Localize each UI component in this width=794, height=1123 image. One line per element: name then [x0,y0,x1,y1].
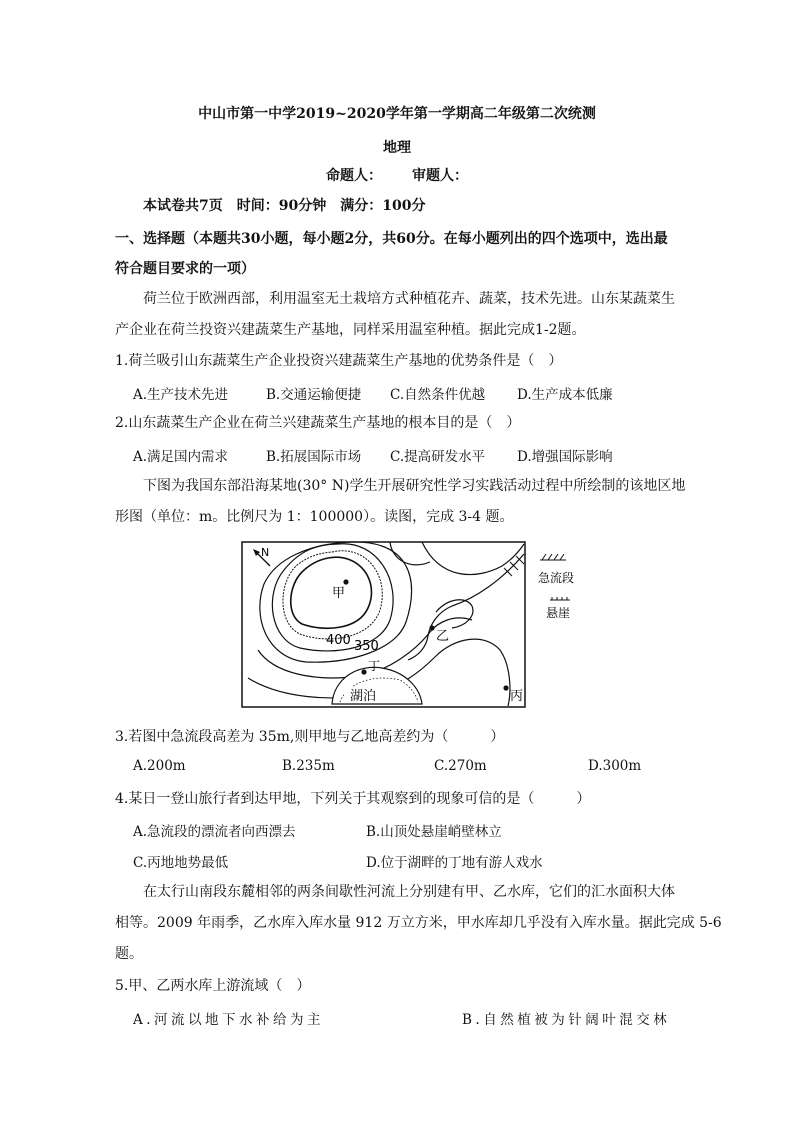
label-bing: 丙 [510,689,524,704]
q4-option-b[interactable]: B.山顶处悬崖峭壁林立 [366,824,502,840]
q1-option-b[interactable]: B.交通运输便捷 [266,387,362,403]
point-jia [343,579,348,584]
passage-1-line-2: 产企业在荷兰投资兴建蔬菜生产基地，同样采用温室种植。据此完成1-2题。 [115,322,586,338]
exam-info: 本试卷共7页 时间：90分钟 满分：100分 [143,198,426,214]
label-ding: 丁 [368,659,381,673]
legend-rapids-icon [540,554,566,560]
passage-2-line-2: 形图（单位：m。比例尺为 1：100000）。读图，完成 3-4 题。 [115,509,514,525]
label-yi: 乙 [436,629,450,644]
label-lake: 湖泊 [350,689,377,704]
section-heading-line-2: 符合题目要求的一项） [115,261,255,277]
label-jia: 甲 [332,586,346,601]
q1-option-d[interactable]: D.生产成本低廉 [517,387,613,403]
passage-3-line-2: 相等。2009 年雨季，乙水库入库水量 912 万立方米，甲水库却几乎没有入库水量。据此完成 5-6 [115,915,722,931]
exam-title: 中山市第一中学2019~2020学年第一学期高二年级第二次统测 [198,106,596,122]
label-350: 350 [354,639,379,654]
reviewer-label: 审题人： [412,168,468,184]
q2-option-d[interactable]: D.增强国际影响 [517,449,613,465]
question-3-stem: 3.若图中急流段高差为 35m,则甲地与乙地高差约为（ ） [115,729,505,745]
section-heading-line-1: 一、选择题（本题共30小题，每小题2分，共60分。在每小题列出的四个选项中，选出最 [115,231,668,247]
setter-label: 命题人： [326,168,382,184]
passage-1-line-1: 荷兰位于欧洲西部，利用温室无土栽培方式种植花卉、蔬菜，技术先进。山东某蔬菜生 [143,291,675,307]
q2-option-b[interactable]: B.拓展国际市场 [266,449,362,465]
label-400: 400 [326,633,351,648]
q1-option-a[interactable]: A.生产技术先进 [133,387,229,403]
question-1-stem: 1.荷兰吸引山东蔬菜生产企业投资兴建蔬菜生产基地的优势条件是（ ） [115,353,563,369]
question-4-stem: 4.某日一登山旅行者到达甲地，下列关于其观察到的现象可信的是（ ） [115,791,591,807]
subject-title: 地理 [383,140,411,156]
north-label: N [261,546,270,559]
q3-option-d[interactable]: D.300m [588,758,642,774]
topographic-map [240,540,590,710]
passage-2-line-1: 下图为我国东部沿海某地(30° N)学生开展研究性学习实践活动过程中所绘制的该地区地 [143,478,686,494]
legend-cliff-icon [550,597,570,600]
q5-option-b[interactable]: B.自然植被为针阔叶混交林 [462,1012,671,1028]
q3-option-b[interactable]: B.235m [282,758,335,774]
question-2-stem: 2.山东蔬菜生产企业在荷兰兴建蔬菜生产基地的根本目的是（ ） [115,415,521,431]
point-bing [503,685,508,690]
passage-3-line-3: 题。 [115,946,143,962]
passage-3-line-1: 在太行山南段东麓相邻的两条间歇性河流上分别建有甲、乙水库，它们的汇水面积大体 [143,884,675,900]
q5-option-a[interactable]: A.河流以地下水补给为主 [133,1012,325,1028]
q3-option-a[interactable]: A.200m [133,758,186,774]
point-ding [361,669,366,674]
question-5-stem: 5.甲、乙两水库上游流域（ ） [115,978,311,994]
legend-rapids: 急流段 [538,571,575,585]
q2-option-c[interactable]: C.提高研发水平 [390,449,486,465]
q2-option-a[interactable]: A.满足国内需求 [133,449,229,465]
legend-cliff: 悬崖 [546,606,571,620]
q3-option-c[interactable]: C.270m [434,758,487,774]
point-yi [429,625,434,630]
q4-option-a[interactable]: A.急流段的漂流者向西漂去 [133,824,296,840]
q4-option-c[interactable]: C.丙地地势最低 [133,855,229,871]
q4-option-d[interactable]: D.位于湖畔的丁地有游人戏水 [366,855,543,871]
q1-option-c[interactable]: C.自然条件优越 [390,387,486,403]
